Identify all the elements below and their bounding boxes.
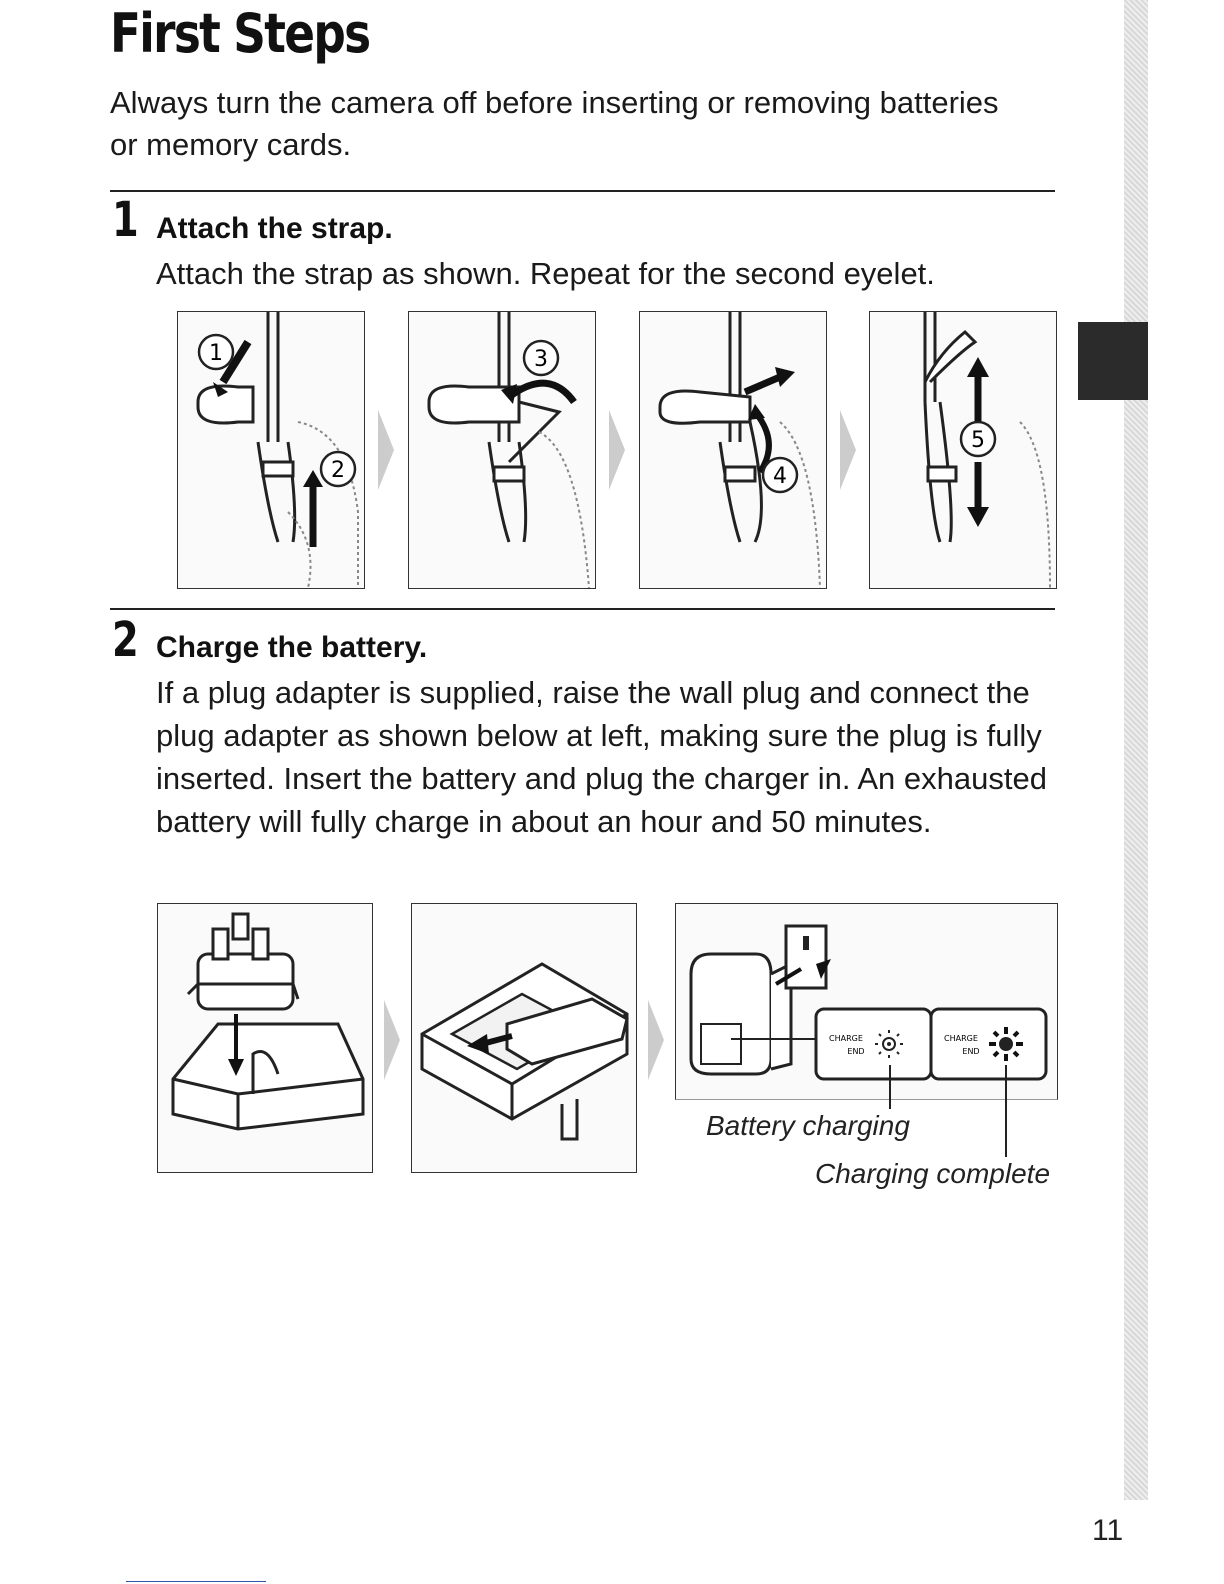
callout-2: 2 [331,458,345,483]
chapter-marker [1078,322,1148,400]
charger-status-illustration [675,903,1058,1100]
next-arrow-icon [607,410,627,490]
strap-illustration-4 [869,311,1057,589]
callout-1: 1 [209,341,223,366]
strap-step-1-drawing [178,312,364,588]
next-arrow-icon [376,410,396,490]
charging-complete-caption: Charging complete [815,1158,1051,1189]
next-arrow-icon [646,1000,666,1080]
step-2-text: If a plug adapter is supplied, raise the wall plug and connect the plug adapter as shown below at left, making sure the plug is fully inserted. Insert the battery and plug the charger in. An exhausted battery will fully charge in about an hour and 50 minutes. [156,675,1047,839]
intro-text: Always turn the camera off before inserting or removing batteries or memory cards. [110,85,999,162]
charge-lamp-steady-icon [999,1037,1013,1051]
strap-illustration-1 [177,311,365,589]
callout-4: 4 [773,464,787,489]
step-2-number: 2 [112,612,139,668]
bottom-rule [126,1581,266,1582]
charger-status-drawing [676,904,1057,1099]
strap-step-4-drawing [870,312,1056,588]
step-1-text: Attach the strap as shown. Repeat for the second eyelet. [156,256,935,291]
callout-5: 5 [971,428,985,453]
complete-leader-line [1005,1065,1007,1157]
step-1-number: 1 [112,192,139,248]
chapter-thumb-tab [1124,0,1148,1500]
end-label: END [962,1047,980,1056]
page-title: First Steps [110,2,370,65]
plug-adapter-illustration [157,903,373,1173]
section-divider [110,190,1055,192]
callout-3: 3 [534,347,548,372]
strap-illustration-2 [408,311,596,589]
next-arrow-icon [382,1000,402,1080]
battery-charging-caption: Battery charging [706,1110,910,1141]
step-1-heading: Attach the strap. [156,212,393,245]
end-label: END [847,1047,865,1056]
insert-battery-illustration [411,903,637,1173]
page-number: 11 [1092,1514,1124,1547]
strap-illustration-3 [639,311,827,589]
next-arrow-icon [838,410,858,490]
charging-leader-line [889,1065,891,1109]
charge-label: CHARGE [944,1034,978,1043]
charge-label: CHARGE [829,1034,863,1043]
plug-adapter-drawing [158,904,372,1172]
strap-step-2-drawing [409,312,595,588]
step-2-heading: Charge the battery. [156,631,428,664]
strap-step-3-drawing [640,312,826,588]
insert-battery-drawing [412,904,636,1172]
section-divider [110,608,1055,610]
